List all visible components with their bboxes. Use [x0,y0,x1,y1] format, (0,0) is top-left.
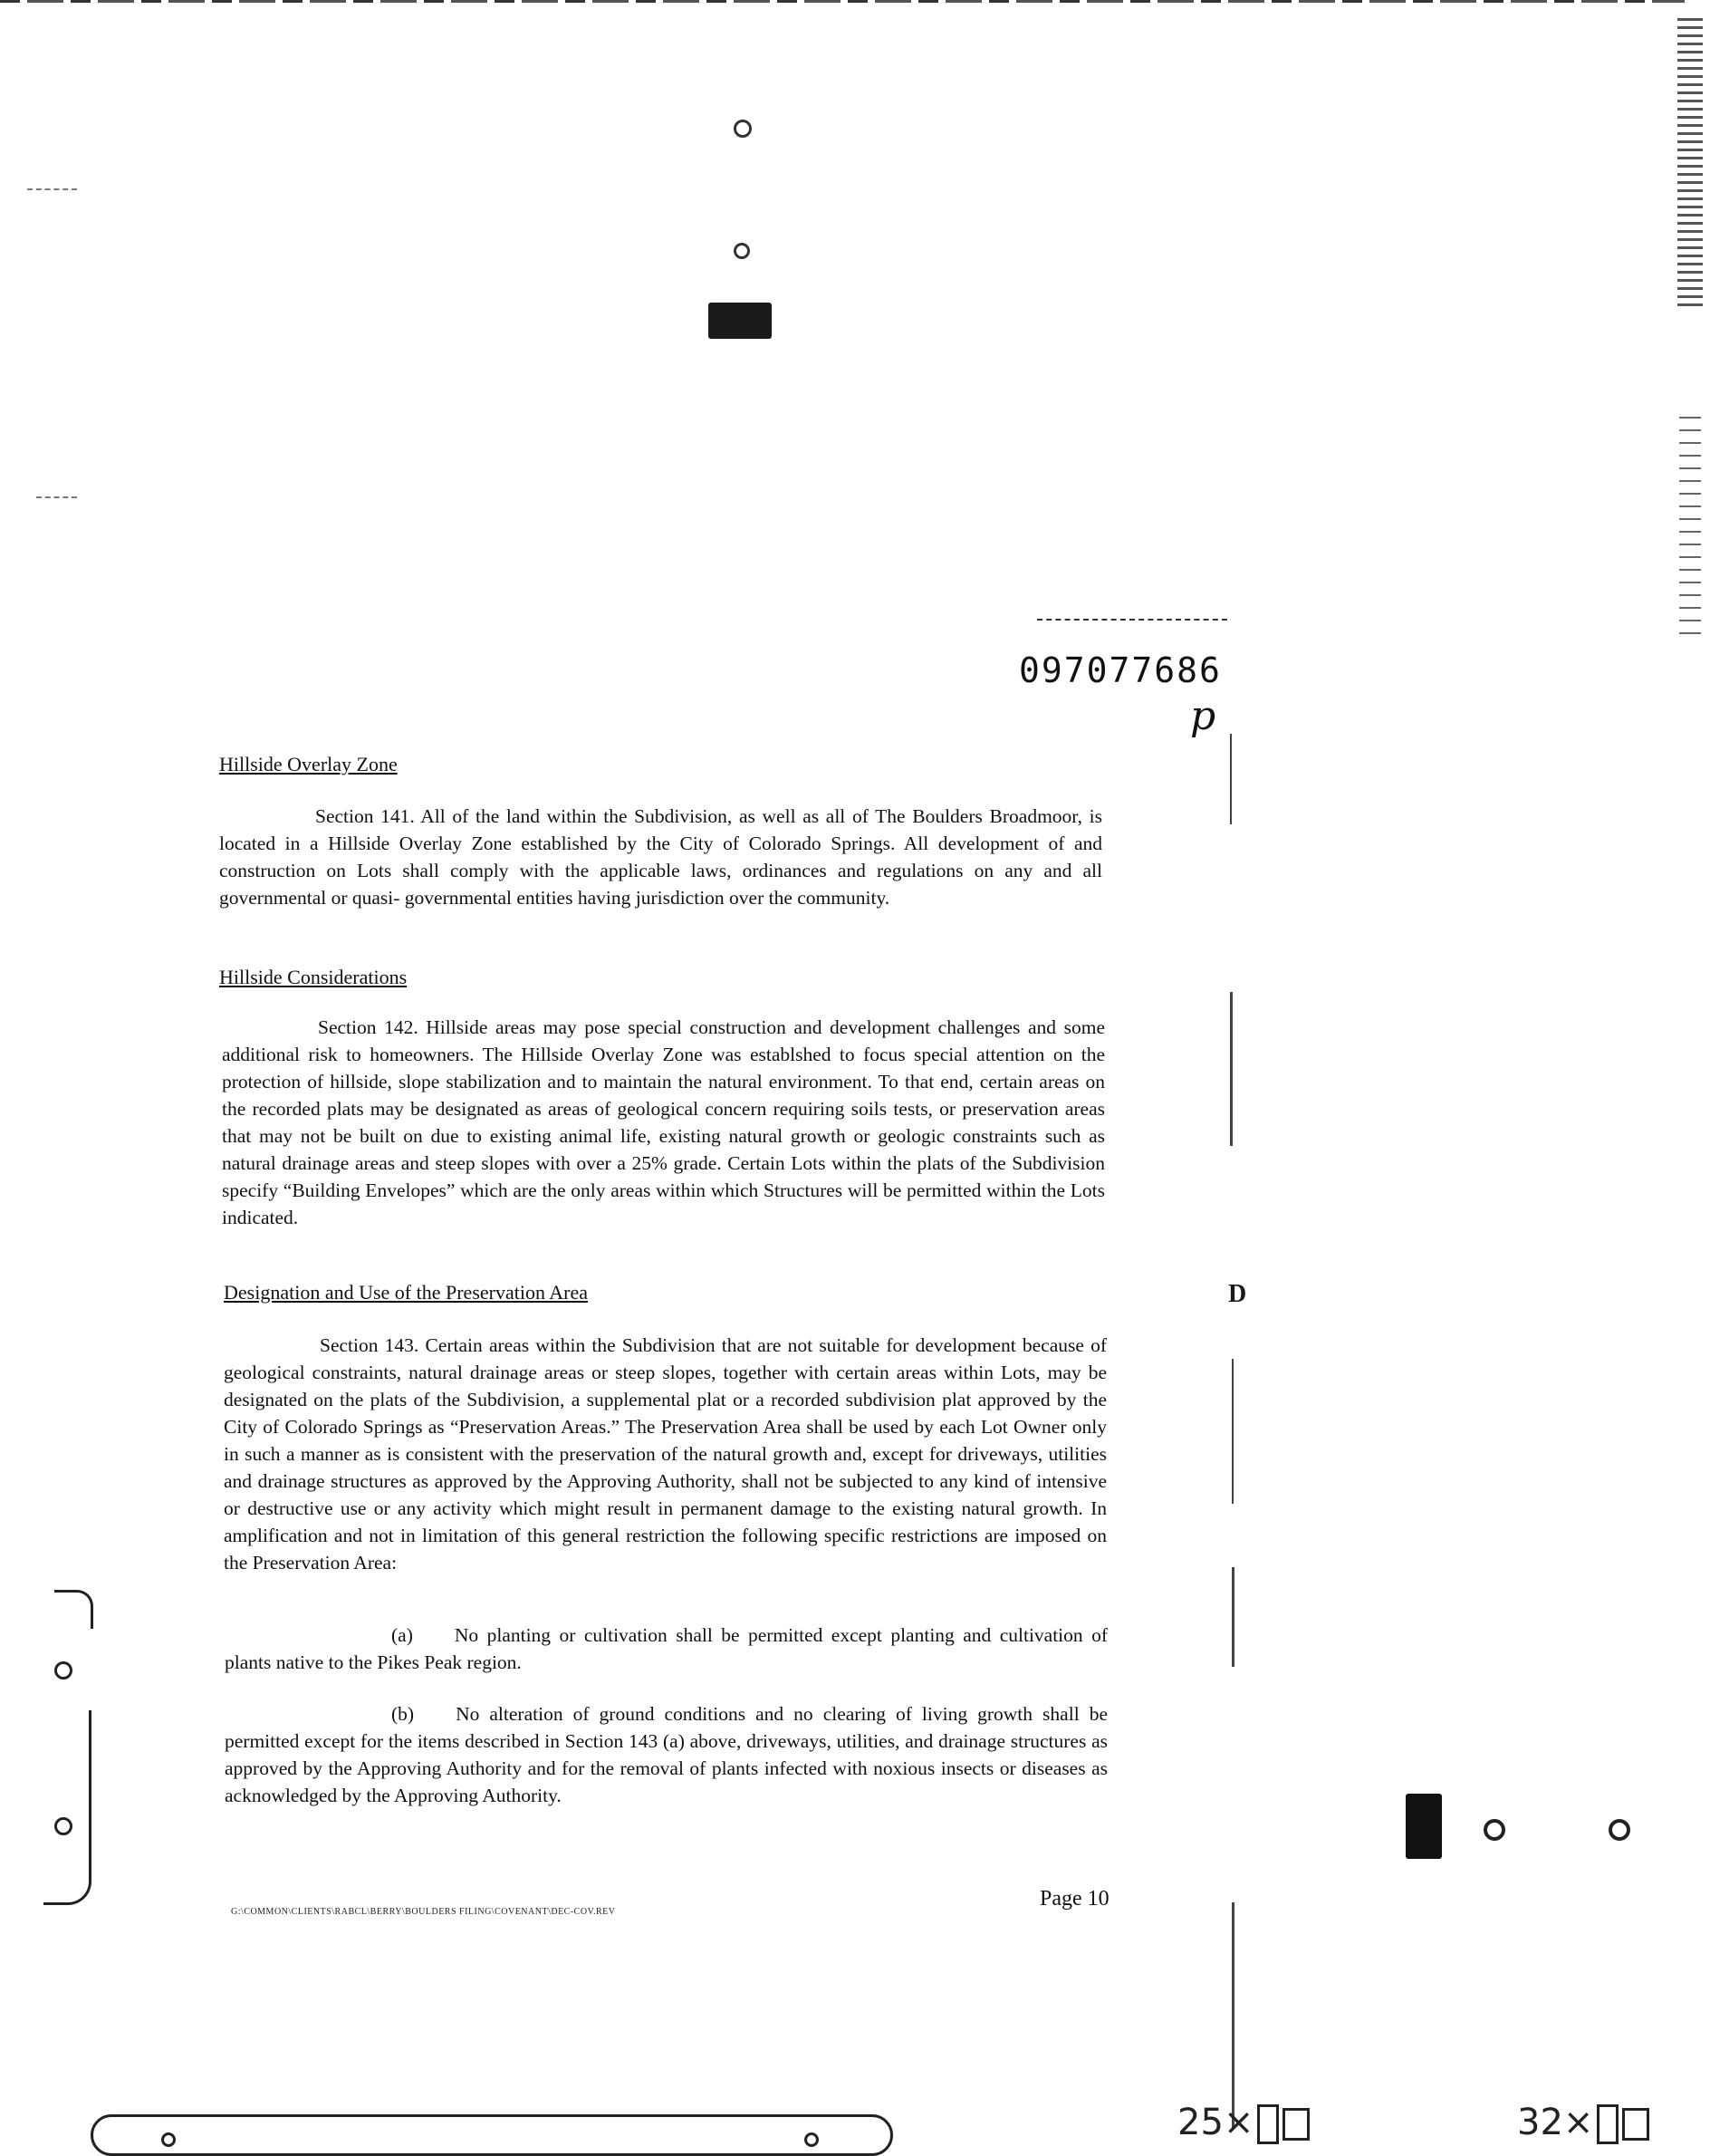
scan-edge-tick [1679,417,1701,634]
list-item [225,1700,1108,1809]
scan-edge-tick [1232,1567,1234,1667]
scan-block-mark [708,303,772,339]
punch-hole [1609,1819,1630,1841]
binding-hole [54,1661,72,1680]
document-number-mark: p [1190,693,1216,739]
binding-bracket [43,1710,91,1905]
list-item-label: (b) [391,1703,415,1725]
binding-bracket [54,1590,93,1629]
scan-edge-tick [1230,992,1233,1146]
footer-file-path: G:\COMMON\CLIENTS\RABCL\BERRY\BOULDERS FILING\COVENANT\DEC-COV.REV [231,1907,616,1917]
scan-edge-tick [1230,734,1232,824]
scan-edge-tick [1677,18,1703,308]
bottom-binding-bar [91,2114,893,2156]
list-item-text: No planting or cultivation shall be permitted except planting and cultivation of plants native to the Pikes Peak region. [225,1624,1108,1673]
binding-hole [804,2132,819,2147]
list-item-text: No alteration of ground conditions and no clearing of living growth shall be permitted except for the items described in Section 143 (a) above, driveways, utilities, and drainage structures as approved by the Approving Authority and for the removal of plants infected with noxious insects or diseases as acknowledged by the Approving Authority. [225,1703,1108,1806]
punch-hole [1484,1819,1505,1841]
section-heading: Designation and Use of the Preservation Area [224,1281,588,1304]
section-paragraph: Section 143. Certain areas within the Subdivision that are not suitable for development because of geological constraints, natural drainage areas or steep slopes, together with certain areas within Lots, may be designated on the plats of the Subdivision, a supplemental plat or a recorded subdivision plat approved by the City of Colorado Springs as “Preservation Areas.” The Preservation Area shall be used by each Lot Owner only in such a manner as is consistent with the preservation of the natural growth and, except for driveways, utilities and drainage structures as approved by the Approving Authority, shall not be subjected to any kind of intensive or destructive use or any activity which might result in permanent damage to the existing natural growth. In amplification and not in limitation of this general restriction the following specific restrictions are imposed on the Preservation Area: [224,1334,1107,1574]
scan-margin-mark [27,188,77,196]
section-heading: Hillside Considerations [219,966,408,988]
section-paragraph: Section 142. Hillside areas may pose special construction and development challenges and some additional risk to homeowners. The Hillside Overlay Zone was establshed to focus special attention on the protection of hillside, slope stabilization and to maintain the natural environment. To that end, certain areas on the recorded plats may be designated as areas of geological concern requiring soils tests, or preservation areas that may not be built on due to existing animal life, existing natural growth or geologic constraints such as natural drainage areas and steep slopes with over a 25% grade. Certain Lots within the plats of the Subdivision specify “Building Envelopes” which are the only areas within which Structures will be permitted within the Lots indicated. [222,1016,1105,1228]
scan-block-mark [1406,1794,1442,1859]
microfilm-stamp: 25× [1177,2102,1310,2144]
section-paragraph: Section 141. All of the land within the Subdivision, as well as all of The Boulders Broadmoor, is located in a Hillside Overlay Zone established by the City of Colorado Springs. All development of and construction on Lots shall comply with the applicable laws, ordinances and regulations on any and all governmental or quasi- governmental entities having jurisdiction over the community. [219,805,1102,909]
scan-top-edge [0,0,1685,3]
scan-dot-mark [734,120,752,138]
microfilm-stamp: 32× [1517,2102,1649,2144]
scan-edge-tick [1232,1359,1234,1504]
page-number: Page 10 [1040,1887,1110,1911]
scan-margin-mark [36,496,77,504]
side-mark: D [1228,1280,1247,1308]
binding-hole [161,2132,176,2147]
list-item [225,1622,1108,1676]
binding-hole [54,1817,72,1835]
list-item-label: (a) [391,1624,413,1646]
scan-dot-mark [734,243,750,259]
scan-dash-line [1037,619,1227,622]
document-number: 097077686 [1019,650,1222,690]
scan-edge-tick [1232,1902,1234,2129]
section-heading: Hillside Overlay Zone [219,753,398,775]
